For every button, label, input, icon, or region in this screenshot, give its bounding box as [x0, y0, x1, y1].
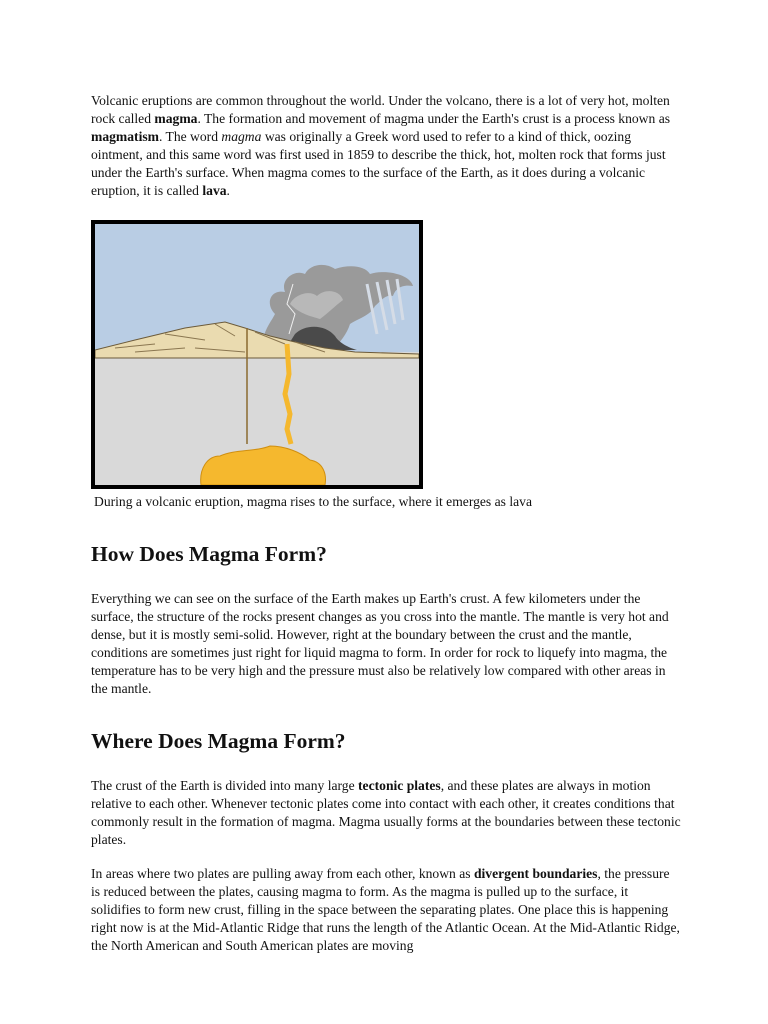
intro-paragraph: [91, 92, 681, 200]
divergent-boundaries-paragraph: [91, 865, 681, 955]
emphasized-term: divergent boundaries: [473, 866, 598, 881]
text-run: , and these plates are always in motion relative to each other. Whenever tectonic plates come into contact with each other, it creates conditions that commonly result in the formation of magma. Magma usually forms at the boundaries between these tectonic plates.: [91, 778, 681, 847]
how-magma-forms-paragraph: Everything we can see on the surface of the Earth makes up Earth's crust. A few kilometers under the surface, the structure of the rocks present changes as you cross into the mantle. The mantle is very hot and dense, but it is mostly semi-solid. However, right at the boundary between the crust and the mantle, conditions are sometimes just right for liquid magma to form. In order for rock to liquefy into magma, the temperature has to be very high and the pressure must also be relatively low compared with other areas in the mantle.: [91, 591, 669, 696]
article: [91, 92, 681, 955]
heading-how-magma-forms: How Does Magma Form?: [91, 542, 327, 566]
text-run: , the pressure is reduced between the plates, causing magma to form. As the magma is pulled up to the surface, it solidifies to form new crust, filling in the space between the separating plates. One place this is happening right now is at the Mid-Atlantic Ridge that runs the length of the Atlantic Ocean. At the Mid-Atlantic Ridge, the North American and South American plates are moving: [91, 866, 680, 953]
emphasized-term: magma: [154, 111, 198, 126]
text-run: . The word: [158, 129, 222, 144]
emphasized-term: magma: [221, 129, 262, 144]
figure-caption: During a volcanic eruption, magma rises to the surface, where it emerges as lava: [94, 494, 532, 509]
tectonic-plates-paragraph: [91, 777, 681, 849]
heading-where-magma-forms: Where Does Magma Form?: [91, 729, 346, 753]
text-run: Volcanic eruptions are common throughout the world. Under the volcano, there is a lot of very hot, molten rock called: [91, 93, 670, 126]
emphasized-term: lava: [202, 183, 227, 198]
volcano-figure: [91, 220, 423, 489]
text-run: .: [226, 183, 230, 198]
text-run: was originally a Greek word used to refer to a kind of thick, oozing ointment, and this same word was first used in 1859 to describe the thick, hot, molten rock that forms just under the Earth's surface. When magma comes to the surface of the Earth, as it does during a volcanic eruption, it is called: [91, 129, 666, 198]
text-run: The crust of the Earth is divided into many large: [91, 778, 359, 793]
text-run: In areas where two plates are pulling away from each other, known as: [91, 866, 474, 881]
emphasized-term: magmatism: [91, 129, 159, 144]
volcano-illustration: [95, 224, 419, 485]
emphasized-term: tectonic plates: [358, 778, 441, 793]
text-run: . The formation and movement of magma under the Earth's crust is a process known as: [197, 111, 671, 126]
